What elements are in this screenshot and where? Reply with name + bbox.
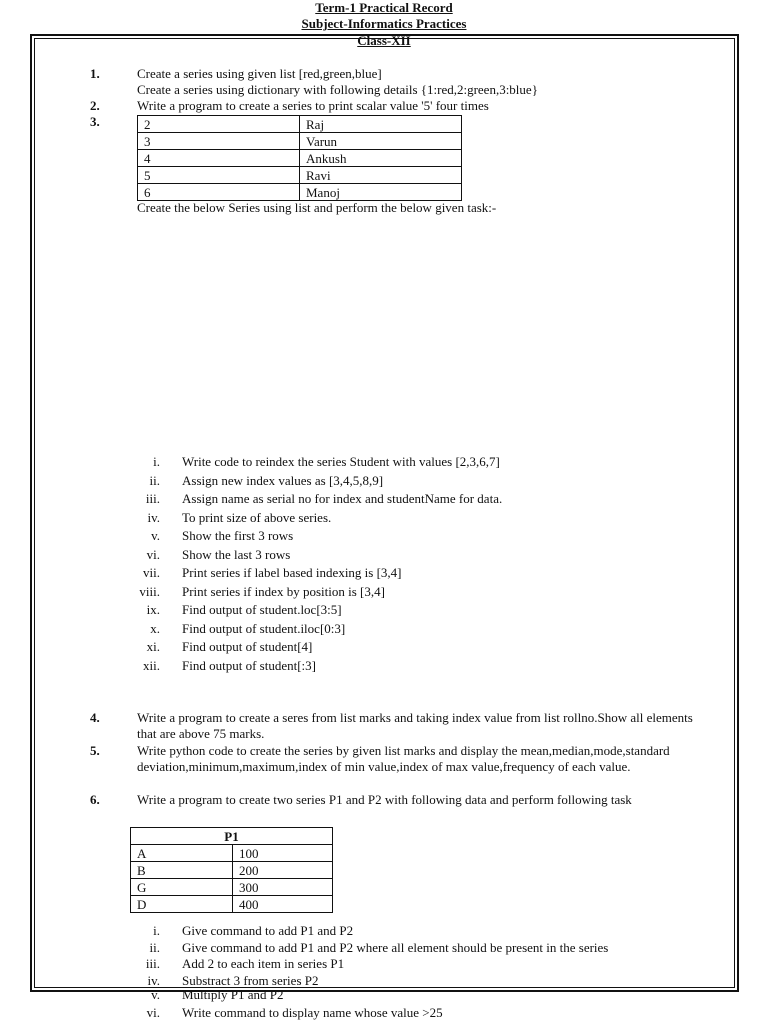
table-cell-name: Raj (300, 116, 462, 133)
table-cell-label: A (131, 845, 233, 862)
task-text: Find output of student.iloc[0:3] (182, 621, 346, 636)
subject-title: Subject-Informatics Practices (301, 16, 467, 31)
table-row (138, 150, 462, 167)
table-cell-name: Varun (300, 133, 462, 150)
task-text: Give command to add P1 and P2 (182, 923, 354, 938)
task-numeral: iii. (145, 491, 160, 506)
table-cell-index: 6 (138, 184, 300, 201)
task-text: Assign new index values as [3,4,5,8,9] (182, 473, 384, 488)
task-text: Show the last 3 rows (182, 547, 291, 562)
table-cell-label: B (131, 862, 233, 879)
table-cell-name: Ankush (300, 150, 462, 167)
table-cell-value: 300 (233, 879, 333, 896)
task-text: Substract 3 from series P2 (182, 973, 319, 988)
question-6-text: Write a program to create two series P1 and P2 with following data and perform following task (137, 792, 632, 807)
question-4-text: Write a program to create a seres from list marks and taking index value from list rollno.Show all elements that are above 75 marks. (137, 710, 693, 741)
task-text: Give command to add P1 and P2 where all element should be present in the series (182, 940, 609, 955)
record-title: Term-1 Practical Record (315, 0, 453, 15)
task-numeral: vi. (146, 1005, 160, 1020)
question-6-p1-table (130, 827, 333, 913)
table-header-row (131, 828, 333, 845)
task-numeral: iv. (147, 973, 160, 988)
table-cell-label: G (131, 879, 233, 896)
task-numeral: v. (151, 987, 160, 1002)
task-numeral: iv. (147, 510, 160, 525)
table-cell-name: Ravi (300, 167, 462, 184)
task-text: Write code to reindex the series Student with values [2,3,6,7] (182, 454, 500, 469)
task-numeral: ix. (146, 602, 160, 617)
task-text: Find output of student.loc[3:5] (182, 602, 342, 617)
task-numeral: ii. (149, 473, 160, 488)
table-row (131, 862, 333, 879)
question-6-number: 6. (90, 792, 100, 807)
table-row (131, 879, 333, 896)
task-text: To print size of above series. (182, 510, 332, 525)
table-cell-name: Manoj (300, 184, 462, 201)
task-numeral: xii. (143, 658, 160, 673)
task-text: Add 2 to each item in series P1 (182, 956, 345, 971)
task-numeral: v. (151, 528, 160, 543)
question-1-part-b: Create a series using dictionary with following details {1:red,2:green,3:blue} (137, 82, 538, 97)
table-header-p1: P1 (131, 828, 333, 845)
task-numeral: iii. (145, 956, 160, 971)
table-row (138, 167, 462, 184)
task-numeral: x. (150, 621, 160, 636)
task-text: Write command to display name whose value >25 (182, 1005, 443, 1020)
task-text: Find output of student[:3] (182, 658, 316, 673)
question-2-number: 2. (90, 98, 100, 113)
task-numeral: xi. (146, 639, 160, 654)
task-text: Assign name as serial no for index and studentName for data. (182, 491, 503, 506)
task-text: Print series if label based indexing is [3,4] (182, 565, 402, 580)
task-text: Find output of student[4] (182, 639, 313, 654)
table-row (138, 184, 462, 201)
question-4-number: 4. (90, 710, 100, 725)
table-row (131, 845, 333, 862)
task-numeral: ii. (149, 940, 160, 955)
task-numeral: vii. (143, 565, 160, 580)
question-3-student-table (137, 115, 462, 201)
table-row (138, 133, 462, 150)
question-2-text: Write a program to create a series to print scalar value '5' four times (137, 98, 489, 113)
table-cell-value: 100 (233, 845, 333, 862)
table-cell-value: 400 (233, 896, 333, 913)
task-numeral: i. (153, 454, 160, 469)
table-cell-index: 2 (138, 116, 300, 133)
task-numeral: viii. (139, 584, 160, 599)
question-5-text: Write python code to create the series by given list marks and display the mean,median,mode,standard deviation,minimum,maximum,index of min value,index of max value,frequency of each value. (137, 743, 670, 774)
question-5-number: 5. (90, 743, 100, 758)
question-3-caption: Create the below Series using list and perform the below given task:- (137, 200, 497, 215)
table-cell-value: 200 (233, 862, 333, 879)
table-cell-index: 3 (138, 133, 300, 150)
question-1-number: 1. (90, 66, 100, 81)
task-text: Multiply P1 and P2 (182, 987, 284, 1002)
question-3-number: 3. (90, 114, 100, 129)
table-cell-label: D (131, 896, 233, 913)
task-text: Show the first 3 rows (182, 528, 294, 543)
class-title: Class-XII (357, 33, 411, 48)
table-row (138, 116, 462, 133)
table-cell-index: 5 (138, 167, 300, 184)
question-1-part-a: Create a series using given list [red,green,blue] (137, 66, 382, 81)
table-row (131, 896, 333, 913)
task-text: Print series if index by position is [3,4] (182, 584, 385, 599)
table-cell-index: 4 (138, 150, 300, 167)
task-numeral: i. (153, 923, 160, 938)
task-numeral: vi. (146, 547, 160, 562)
